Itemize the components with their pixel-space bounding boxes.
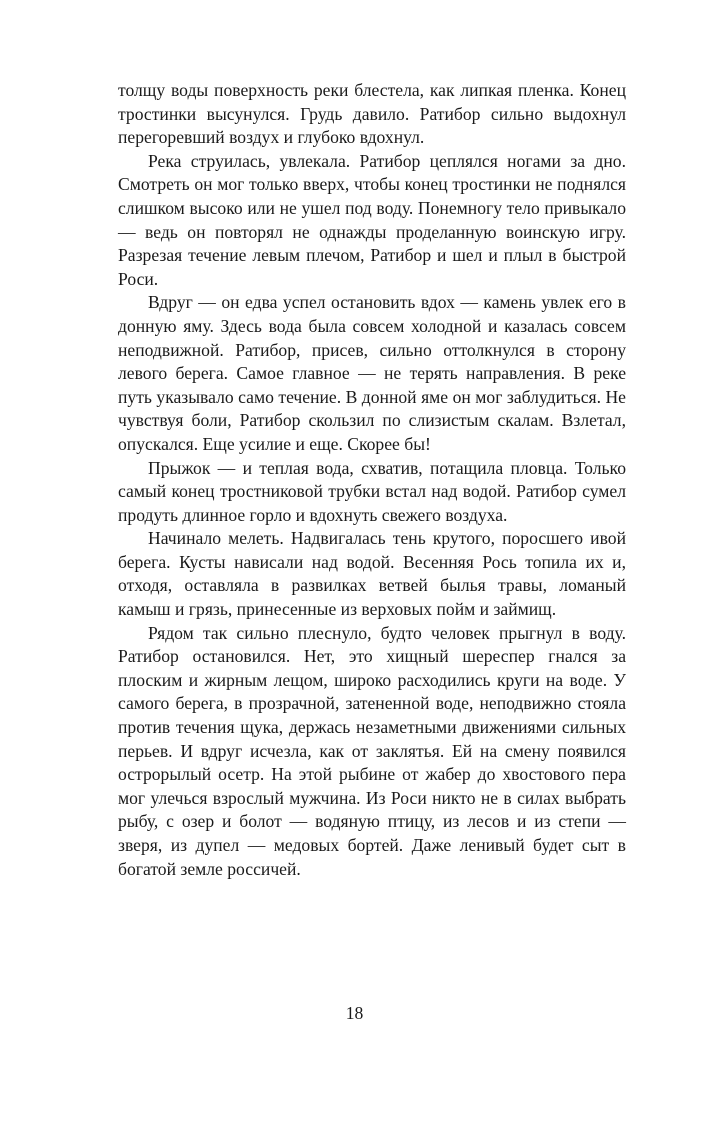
paragraph-6: Рядом так сильно плеснуло, будто человек прыгнул в воду. Ратибор остановился. Нет, это хищный шереспер гнался за плоским и жирным лещом, широко расходились круги на воде. У самого берега, в прозрачной, затененной воде, неподвижно стояла против течения щука, держась незаметными движениями сильных перьев. И вдруг исчезла, как от заклятья. Ей на смену появился острорылый осетр. На этой рыбине от жабер до хвостового пера мог улечься взрослый мужчина. Из Роси никто не в силах выбрать рыбу, с озер и болот — водяную птицу, из лесов и из степи — зверя, из дупел — медовых бортей. Даже ленивый будет сыт в богатой земле россичей. — [118, 622, 626, 879]
paragraph-2: Река струилась, увлекала. Ратибор цеплялся ногами за дно. Смотреть он мог только вверх, чтобы конец тростинки не поднялся слишком высоко или не ушел под воду. Понемногу тело привыкало — ведь он повторял не однажды проделанную воинскую игру. Разрезая течение левым плечом, Ратибор и шел и плыл в быстрой Роси. — [118, 150, 626, 289]
page-number: 18 — [345, 1003, 364, 1023]
page-body — [118, 79, 626, 881]
paragraph-3: Вдруг — он едва успел остановить вдох — камень увлек его в донную яму. Здесь вода была совсем холодной и казалась совсем неподвижной. Ратибор, присев, сильно оттолкнулся в сторону левого берега. Самое главное — не терять направления. В реке путь указывало само течение. В донной яме он мог заблудиться. Не чувствуя боли, Ратибор скользил по слизистым скалам. Взлетал, опускался. Еще усилие и еще. Скорее бы! — [118, 292, 626, 454]
paragraph-4: Прыжок — и теплая вода, схватив, потащила пловца. Только самый конец тростниковой трубки встал над водой. Ратибор сумел продуть длинное горло и вдохнуть свежего воздуха. — [118, 457, 626, 525]
paragraph-5: Начинало мелеть. Надвигалась тень крутого, поросшего ивой берега. Кусты нависали над водой. Весенняя Рось топила их и, отходя, оставляла в развилках ветвей былья травы, ломаный камыш и грязь, принесенные из верховых пойм и займищ. — [118, 528, 626, 620]
paragraph-1: толщу воды поверхность реки блестела, как липкая пленка. Конец тростинки высунулся. Грудь давило. Ратибор сильно выдохнул перегоревший воздух и глубоко вдохнул. — [118, 80, 626, 148]
